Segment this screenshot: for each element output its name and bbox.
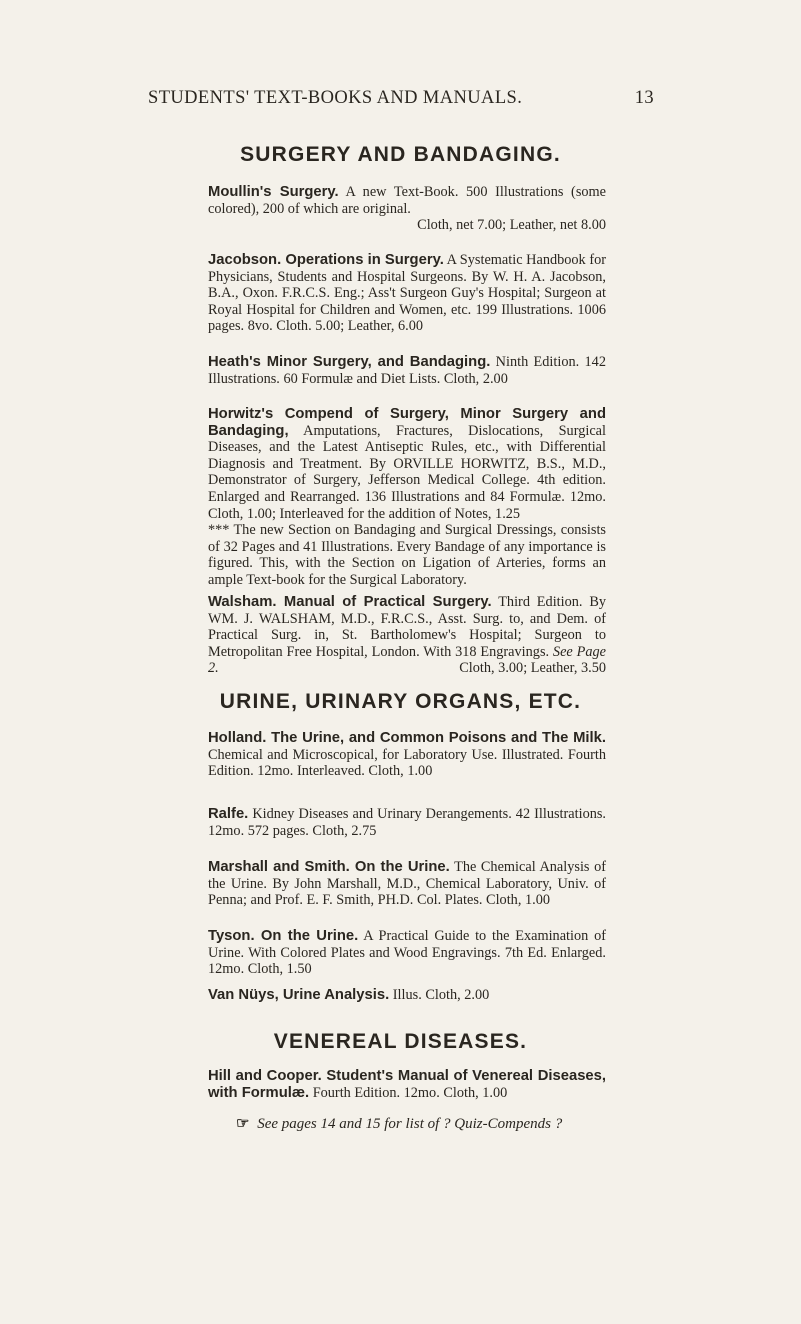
entry-body: Illus. Cloth, 2.00 xyxy=(392,987,490,1003)
entry-body: A new Text-Book. 500 Illustrations (some colored), 200 of which are original. xyxy=(208,184,606,217)
catalog-entry xyxy=(208,730,606,780)
catalog-entry xyxy=(208,406,606,589)
entry-body: A Systematic Handbook for Physicians, Students and Hospital Surgeons. By W. H. A. Jacobson, B.A., Oxon. F.R.C.S. Eng.; Ass't Surgeon Guy's Hospital; Surgeon at Royal Hospital for Children and Women, etc. 199 Illustrations. 1006 pages. 8vo. Cloth. 5.00; Leather, 6.00 xyxy=(208,252,606,335)
entry-body: Fourth Edition. 12mo. Cloth, 1.00 xyxy=(312,1084,508,1101)
entry-lead: Horwitz's Compend of Surgery, Minor Surgery and Bandaging, xyxy=(208,406,606,439)
entry-lead: Hill and Cooper. Student's Manual of Venereal Diseases, with Formulæ. xyxy=(208,1068,606,1101)
footer-text: See pages 14 and 15 for list of ? Quiz-Compends ? xyxy=(257,1116,563,1132)
entry-lead: Walsham. Manual of Practical Surgery. xyxy=(208,594,492,610)
entry-price: Cloth, 3.00; Leather, 3.50 xyxy=(459,660,606,677)
running-head-title: STUDENTS' TEXT-BOOKS AND MANUALS. xyxy=(148,88,523,108)
entry-body: Third Edition. By WM. J. WALSHAM, M.D., F.R.C.S., Asst. Surg. to, and Dem. of Practical Surg. in, St. Bartholomew's Hospital; Surgeon to Metropolitan Free Hospital, London. With 318 Engravings. xyxy=(208,594,606,660)
entry-lead: Van Nüys, Urine Analysis. xyxy=(208,987,390,1003)
catalog-entry xyxy=(208,594,606,677)
entry-body: Chemical and Microscopical, for Laboratory Use. Illustrated. Fourth Edition. 12mo. Interleaved. Cloth, 1.00 xyxy=(208,746,606,780)
entry-lead: Tyson. On the Urine. xyxy=(208,928,359,944)
entry-lead: Jacobson. Operations in Surgery. xyxy=(208,252,444,268)
entry-lead: Holland. The Urine, and Common Poisons and The Milk. xyxy=(208,730,606,746)
entry-note: *** The new Section on Bandaging and Surgical Dressings, consists of 32 Pages and 41 Illustrations. Every Bandage of any importance is figured. This, with the Section on Ligation of Arteries, forms an ample Text-book for the Surgical Laboratory. xyxy=(208,522,606,588)
entry-body: Ninth Edition. 142 Illustrations. 60 Formulæ and Diet Lists. Cloth, 2.00 xyxy=(208,354,606,387)
entry-price: Cloth, net 7.00; Leather, net 8.00 xyxy=(417,217,606,234)
entry-lead: Moullin's Surgery. xyxy=(208,184,339,200)
catalog-entry xyxy=(208,859,606,909)
catalog-entry xyxy=(208,184,606,234)
section-heading-urine: URINE, URINARY ORGANS, ETC. xyxy=(219,690,582,713)
section-heading-venereal: VENEREAL DISEASES. xyxy=(273,1030,528,1053)
entry-body: Kidney Diseases and Urinary Derangements. 42 Illustrations. 12mo. 572 pages. Cloth, 2.75 xyxy=(208,806,606,839)
pointing-hand-icon: ☞ xyxy=(236,1116,250,1132)
entry-lead: Heath's Minor Surgery, and Bandaging. xyxy=(208,354,491,370)
see-page-reference: See Page 2. xyxy=(208,643,606,677)
catalog-entry xyxy=(208,252,606,335)
entry-body: The Chemical Analysis of the Urine. By John Marshall, M.D., Chemical Laboratory, Univ. of Penna; and Prof. E. F. Smith, PH.D. Col. Plates. Cloth, 1.00 xyxy=(208,859,606,909)
catalog-entry xyxy=(208,806,606,839)
catalog-entry xyxy=(208,1068,606,1101)
footer-note xyxy=(236,1114,636,1133)
catalog-entry xyxy=(208,987,606,1004)
entry-body: A Practical Guide to the Examination of Urine. With Colored Plates and Wood Engravings. 7th Ed. Enlarged. 12mo. Cloth, 1.50 xyxy=(208,928,606,978)
entry-body: Amputations, Fractures, Dislocations, Surgical Diseases, and the Latest Antiseptic Rules, etc., with Differential Diagnosis and Treatment. By ORVILLE HORWITZ, B.S., M.D., Demonstrator of Surgery, Jefferson Medical College. 4th edition. Enlarged and Rearranged. 136 Illustrations and 84 Formulæ. 12mo. Cloth, 1.00; Interleaved for the addition of Notes, 1.25 xyxy=(208,422,606,522)
catalog-entry xyxy=(208,354,606,387)
entry-lead: Marshall and Smith. On the Urine. xyxy=(208,859,450,875)
catalog-entry xyxy=(208,928,606,978)
entry-lead: Ralfe. xyxy=(208,806,249,822)
page-number: 13 xyxy=(634,88,654,108)
section-heading-surgery: SURGERY AND BANDAGING. xyxy=(240,143,561,166)
running-head xyxy=(148,88,654,109)
